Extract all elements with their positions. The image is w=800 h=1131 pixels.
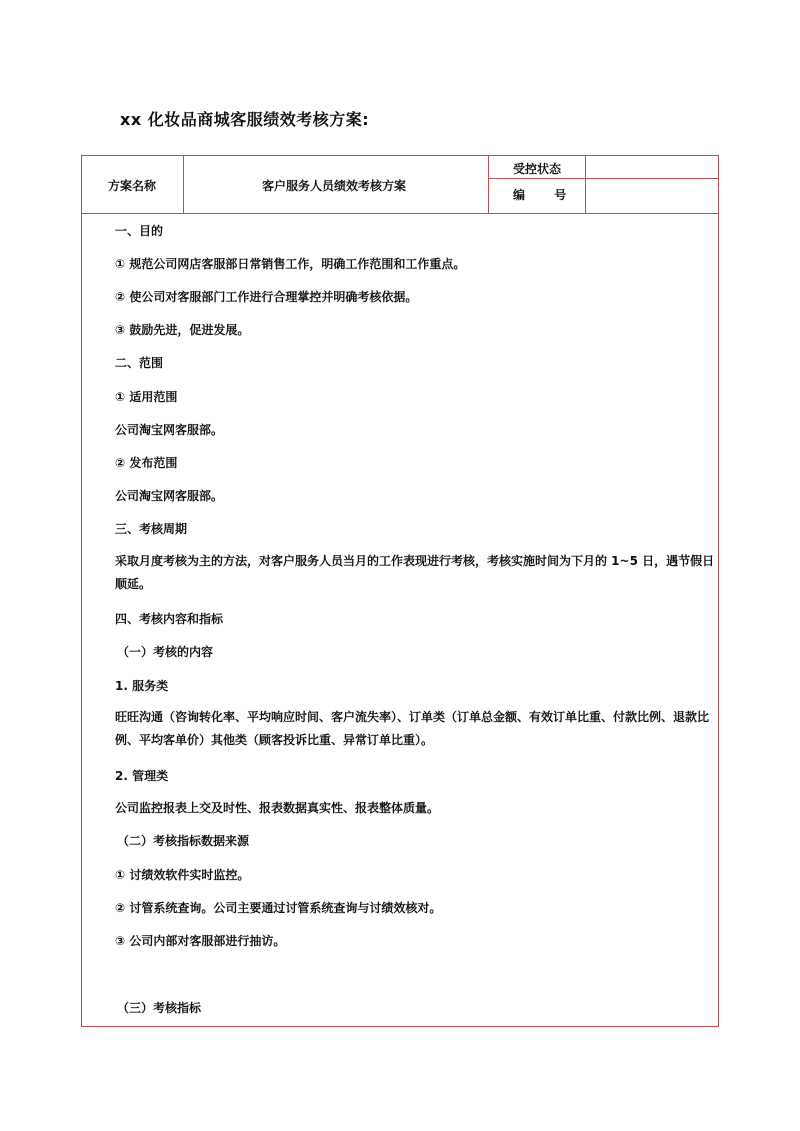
paragraph: 公司监控报表上交及时性、报表数据真实性、报表整体质量。 xyxy=(115,801,440,815)
section-heading: 四、考核内容和指标 xyxy=(115,612,224,626)
plan-name-label: 方案名称 xyxy=(108,179,157,193)
paragraph: 旺旺沟通（咨询转化率、平均响应时间、客户流失率）、订单类（订单总金额、有效订单比重、付款比例、退款比例、平均客单价）其他类（顾客投诉比重、异常订单比重）。 xyxy=(115,710,710,747)
number-label: 编 号 xyxy=(513,188,567,202)
list-item: ② 发布范围 xyxy=(115,456,178,470)
subsection-heading: （三）考核指标 xyxy=(117,1001,202,1015)
paragraph: 采取月度考核为主的方法，对客户服务人员当月的工作表现进行考核，考核实施时间为下月的 1~5 日，遇节假日顺延。 xyxy=(115,554,715,591)
table-divider-vertical xyxy=(585,155,586,214)
list-item: ② 讨管系统查询。公司主要通过讨管系统查询与讨绩效核对。 xyxy=(115,901,442,915)
category-heading: 1. 服务类 xyxy=(115,679,169,693)
list-item: ② 使公司对客服部门工作进行合理掌控并明确考核依据。 xyxy=(115,290,418,304)
section-heading: 三、考核周期 xyxy=(115,522,188,536)
table-divider-horizontal xyxy=(488,178,719,179)
control-status-label: 受控状态 xyxy=(513,162,562,176)
paragraph: 公司淘宝网客服部。 xyxy=(115,489,224,503)
list-item: ③ 鼓励先进，促进发展。 xyxy=(115,323,250,337)
list-item: ③ 公司内部对客服部进行抽访。 xyxy=(115,934,286,948)
document-title: xx 化妆品商城客服绩效考核方案: xyxy=(120,110,370,129)
list-item: ① 适用范围 xyxy=(115,390,178,404)
subsection-heading: （一）考核的内容 xyxy=(117,645,214,659)
plan-name-value: 客户服务人员绩效考核方案 xyxy=(262,179,407,193)
table-divider-horizontal xyxy=(81,213,719,214)
category-heading: 2. 管理类 xyxy=(115,769,169,783)
subsection-heading: （二）考核指标数据来源 xyxy=(117,834,250,848)
list-item: ① 讨绩效软件实时监控。 xyxy=(115,868,250,882)
table-divider-vertical xyxy=(488,155,489,214)
list-item: ① 规范公司网店客服部日常销售工作，明确工作范围和工作重点。 xyxy=(115,257,466,271)
paragraph: 公司淘宝网客服部。 xyxy=(115,423,224,437)
section-heading: 一、目的 xyxy=(115,224,164,238)
section-heading: 二、范围 xyxy=(115,356,164,370)
table-divider-vertical xyxy=(183,155,184,214)
